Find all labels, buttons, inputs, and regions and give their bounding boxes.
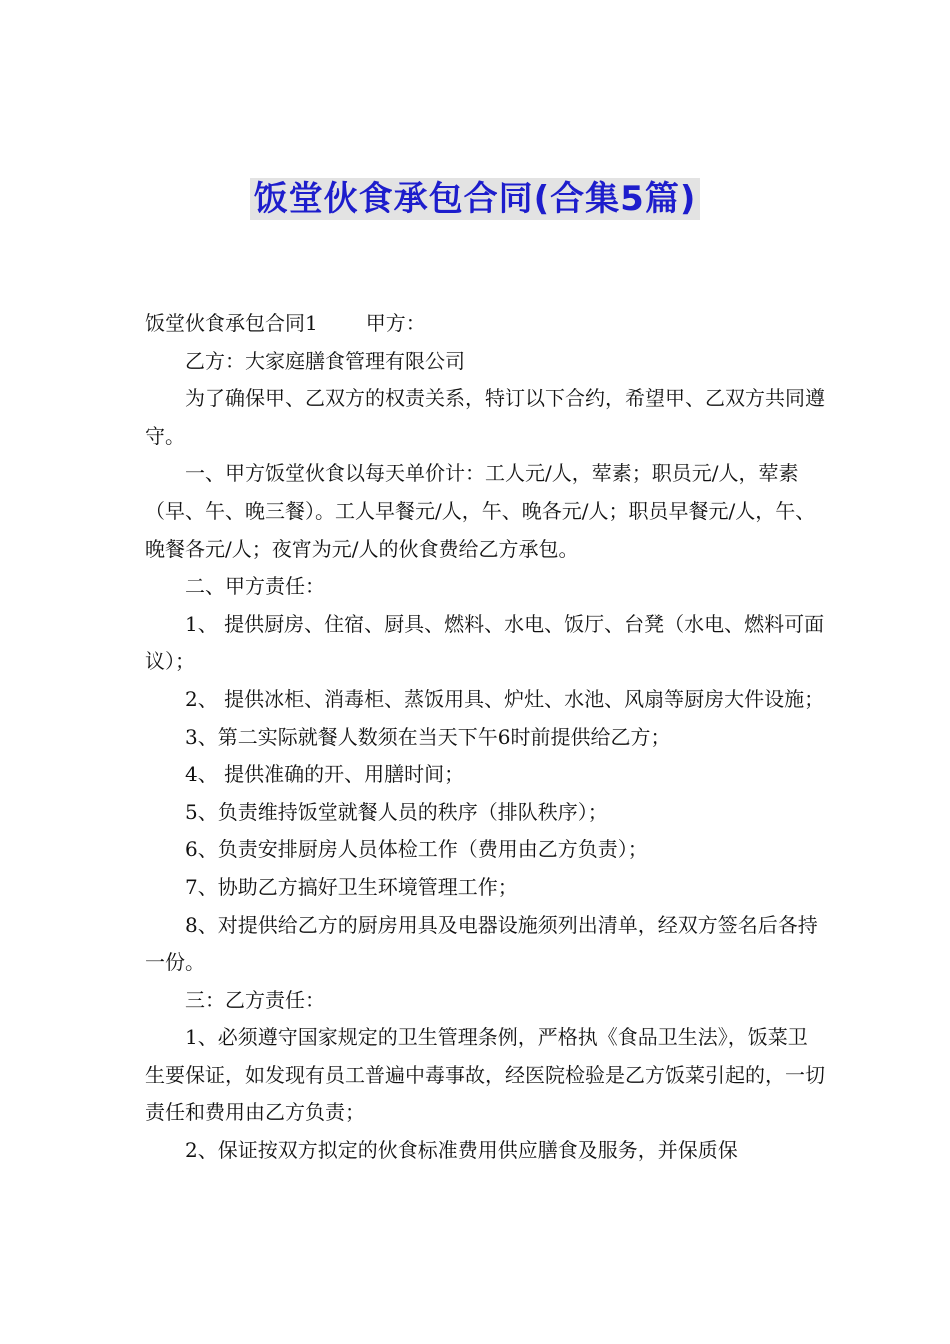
paragraph-item: 4、 提供准确的开、用膳时间； [185,762,465,787]
paragraph-item: 5、负责维持饭堂就餐人员的秩序（排队秩序）； [185,799,608,824]
paragraph-section-2-heading: 二、甲方责任： [185,574,325,599]
paragraph-item: 7、协助乙方搞好卫生环境管理工作； [185,874,518,899]
paragraph-item: 2、保证按双方拟定的伙食标准费用供应膳食及服务，并保质保 [185,1138,738,1163]
paragraph-section-1: 一、甲方饭堂伙食以每天单价计：工人元/人，荤素；职员元/人，荤素（早、午、晚三餐）。工人早餐元/人，午、晚各元/人；职员早餐元/人，午、晚餐各元/人；夜宵为元/人的伙食费给乙方承包。 [145,461,816,561]
paragraph-section-3-heading: 三：乙方责任： [185,987,325,1012]
party-a-label: 甲方： [365,311,426,335]
first-line [145,305,825,343]
paragraph-item: 8、对提供给乙方的厨房用具及电器设施须列出清单，经双方签名后各持一份。 [145,912,818,975]
contract-heading: 饭堂伙食承包合同1 [145,311,318,335]
paragraph-item: 6、负责安排厨房人员体检工作（费用由乙方负责）； [185,837,648,862]
paragraph-item: 3、第二实际就餐人数须在当天下午6时前提供给乙方； [185,724,671,749]
paragraph-item: 1、 提供厨房、住宿、厨具、燃料、水电、饭厅、台凳（水电、燃料可面议）； [145,611,825,674]
document-body [145,305,825,1170]
paragraph-item: 2、 提供冰柜、消毒柜、蒸饭用具、炉灶、水池、风扇等厨房大件设施； [185,686,825,711]
paragraph-party-b: 乙方：大家庭膳食管理有限公司 [185,348,465,373]
title-area [0,178,950,220]
paragraph-intro: 为了确保甲、乙双方的权责关系，特订以下合约，希望甲、乙双方共同遵守。 [145,386,825,448]
paragraph-item: 1、必须遵守国家规定的卫生管理条例，严格执《食品卫生法》，饭菜卫生要保证，如发现有员工普遍中毒事故，经医院检验是乙方饭菜引起的，一切责任和费用由乙方负责； [145,1025,825,1125]
document-title: 饭堂伙食承包合同(合集5篇) [250,178,701,220]
